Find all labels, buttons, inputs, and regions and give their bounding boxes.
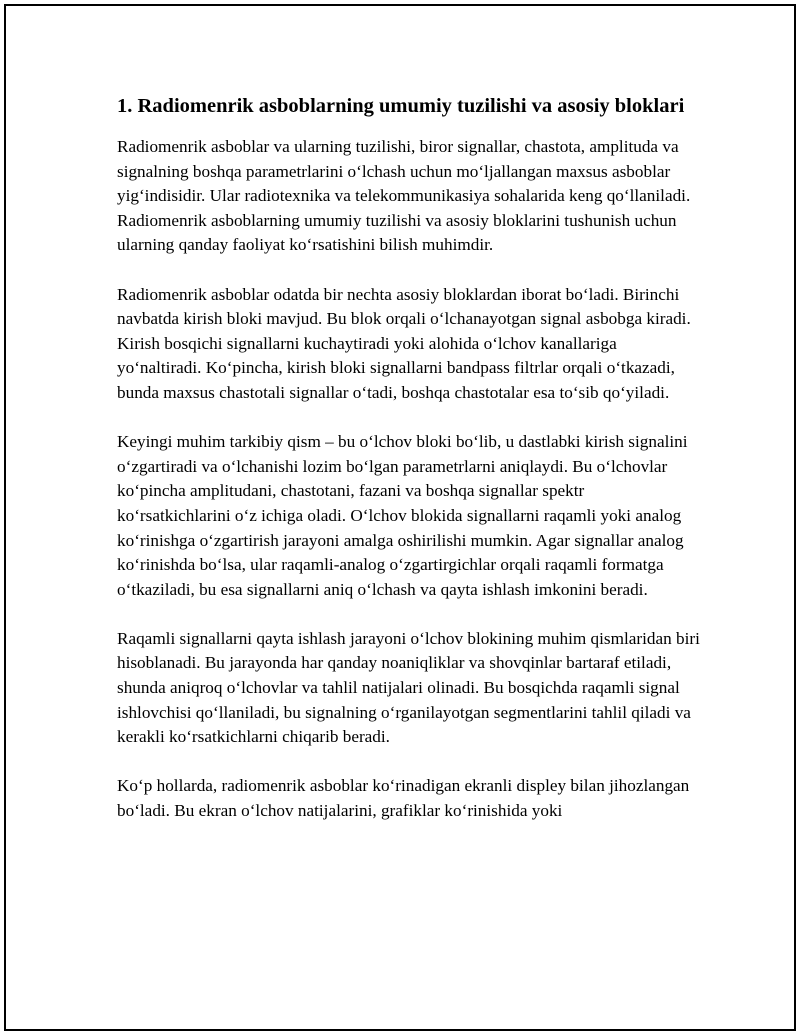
document-body <box>117 92 702 848</box>
paragraph-input-block: Radiomenrik asboblar odatda bir nechta asosiy bloklardan iborat bo‘ladi. Birinchi navbatda kirish bloki mavjud. Bu blok orqali o‘lchanayotgan signal asbobga kiradi. Kirish bosqichi signallarni kuchaytiradi yoki alohida o‘lchov kanallariga yo‘naltiradi. Ko‘pincha, kirish bloki signallarni bandpass filtrlar orqali o‘tkazadi, bunda maxsus chastotali signallar o‘tadi, boshqa chastotalar esa to‘sib qo‘yiladi. <box>117 284 691 402</box>
paragraph-measurement-block: Keyingi muhim tarkibiy qism – bu o‘lchov bloki bo‘lib, u dastlabki kirish signalini o‘zgartiradi va o‘lchanishi lozim bo‘lgan parametrlarni aniqlaydi. Bu o‘lchovlar ko‘pincha amplitudani, chastotani, fazani va boshqa signallar spektr ko‘rsatkichlarini o‘z ichiga oladi. O‘lchov blokida signallarni raqamli yoki analog ko‘rinishga o‘zgartirish jarayoni amalga oshirilishi mumkin. Agar signallar analog ko‘rinishda bo‘lsa, ular raqamli-analog o‘zgartirgichlar orqali raqamli formatga o‘tkaziladi, bu esa signallarni aniq o‘lchash va qayta ishlash imkonini beradi. <box>117 432 688 599</box>
paragraph-digital-processing: Raqamli signallarni qayta ishlash jarayoni o‘lchov blokining muhim qismlaridan biri hisoblanadi. Bu jarayonda har qanday noaniqliklar va shovqinlar bartaraf etiladi, shunda aniqroq o‘lchovlar va tahlil natijalari olinadi. Bu bosqichda raqamli signal ishlovchisi qo‘llaniladi, bu signalning o‘rganilayotgan segmentlarini tahlil qiladi va kerakli ko‘rsatkichlarni chiqarib beradi. <box>117 628 700 747</box>
paragraph-display: Ko‘p hollarda, radiomenrik asboblar ko‘rinadigan ekranli displey bilan jihozlangan bo‘ladi. Bu ekran o‘lchov natijalarini, grafiklar ko‘rinishida yoki <box>117 776 690 821</box>
paragraph-intro: Radiomenrik asboblar va ularning tuzilishi, biror signallar, chastota, amplituda va signalning boshqa parametrlarini o‘lchash uchun mo‘ljallangan maxsus asboblar yig‘indisidir. Ular radiotexnika va telekommunikasiya sohalarida keng qo‘llaniladi. Radiomenrik asboblarning umumiy tuzilishi va asosiy bloklarini tushunish uchun ularning qanday faoliyat ko‘rsatishini bilish muhimdir. <box>117 137 691 255</box>
section-heading: 1. Radiomenrik asboblarning umumiy tuzilishi va asosiy bloklari <box>117 95 685 117</box>
